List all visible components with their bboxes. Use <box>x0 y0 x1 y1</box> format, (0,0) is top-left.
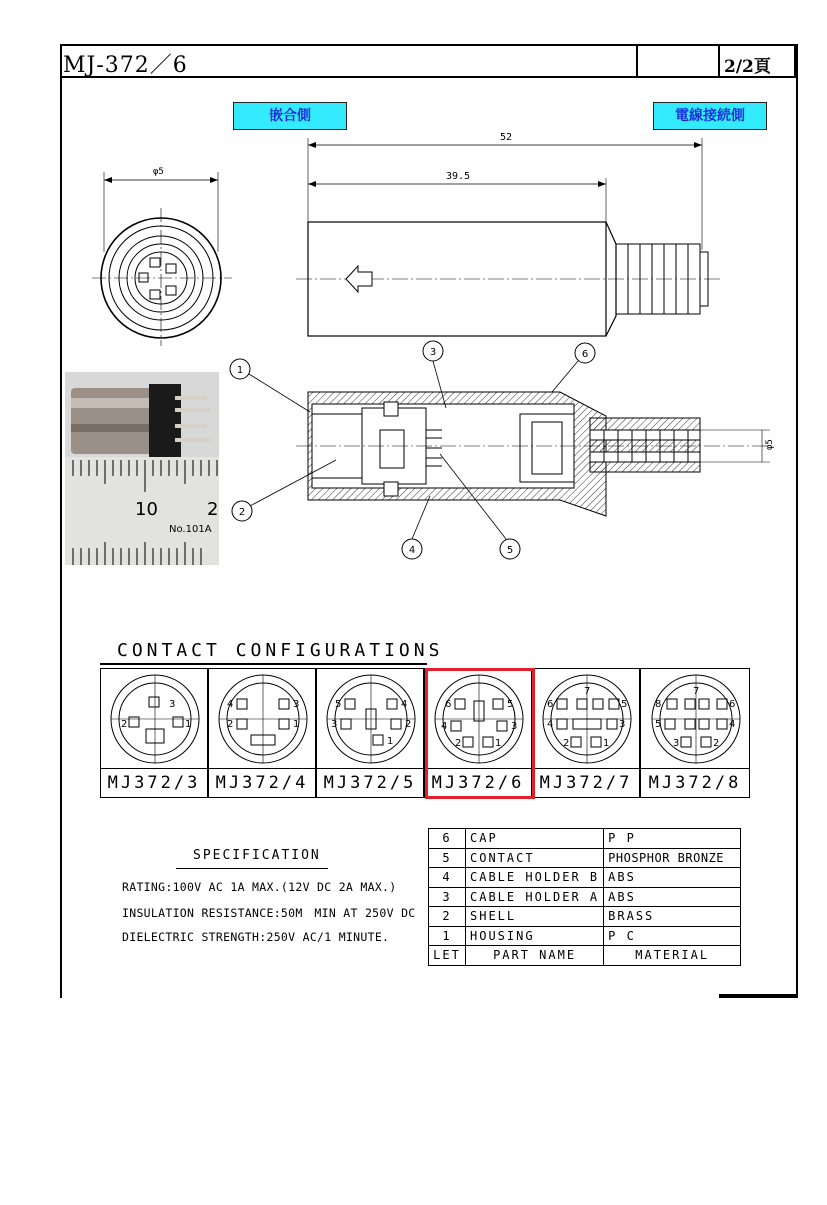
part-name: HOUSING <box>466 926 604 946</box>
part-material: P P <box>604 829 741 849</box>
pin-label: 3 <box>511 721 518 732</box>
ruler-mark-2: 2 <box>207 499 219 520</box>
drawing-title: MJ-372／6 <box>63 53 188 78</box>
part-number: 1 <box>429 926 466 946</box>
callout-3: 3 <box>429 347 437 358</box>
dim-phi5-top: φ5 <box>153 167 164 177</box>
pin-label: 3 <box>619 719 626 730</box>
part-name: CABLE HOLDER A <box>466 887 604 907</box>
wire-side-label: 電線接続側 <box>653 102 767 130</box>
config-label: MJ372/6 <box>425 768 531 797</box>
pin-label: 3 <box>293 699 300 710</box>
config-label: MJ372/4 <box>209 768 315 797</box>
pin-label: 2 <box>227 719 234 730</box>
pin-label: 3 <box>169 699 176 710</box>
pin-label: 5 <box>507 699 514 710</box>
table-row <box>429 868 741 888</box>
pin-label: 5 <box>655 719 662 730</box>
column-header-material: MATERIAL <box>604 946 741 966</box>
page-number: 2/2頁 <box>724 57 771 77</box>
sectional-view-drawing <box>0 330 827 570</box>
part-material: P C <box>604 926 741 946</box>
table-header-row <box>429 946 741 966</box>
part-material: ABS <box>604 868 741 888</box>
part-number: 4 <box>429 868 466 888</box>
part-number: 5 <box>429 848 466 868</box>
pin-label: 1 <box>387 736 394 747</box>
part-name: SHELL <box>466 907 604 927</box>
pin-label: 1 <box>293 719 300 730</box>
config-cell <box>640 668 750 798</box>
pin-label: 2 <box>563 738 570 749</box>
title-underline <box>100 663 427 665</box>
callout-5: 5 <box>506 545 514 556</box>
parts-list-table <box>428 828 741 966</box>
callout-4: 4 <box>408 545 416 556</box>
pin-label: 7 <box>584 686 591 697</box>
pin-label: 8 <box>655 699 662 710</box>
pin-label: 7 <box>693 686 700 697</box>
callout-2: 2 <box>238 507 246 518</box>
spec-insulation: INSULATION RESISTANCE:50M MIN AT 250V DC <box>122 906 416 920</box>
specification-title: SPECIFICATION <box>193 848 321 863</box>
config-cell <box>316 668 424 798</box>
part-name: CABLE HOLDER B <box>466 868 604 888</box>
pin-label: 2 <box>405 719 412 730</box>
table-row <box>429 848 741 868</box>
pin-label: 3 <box>673 738 680 749</box>
config-label: MJ372/8 <box>641 768 749 797</box>
front-and-side-view-drawing <box>0 0 827 360</box>
pin-label: 6 <box>445 699 452 710</box>
dim-52: 52 <box>500 132 513 143</box>
column-header-part-name: PART NAME <box>466 946 604 966</box>
title-underline <box>176 868 328 869</box>
dim-phi5-section: φ5 <box>765 439 775 450</box>
config-label: MJ372/3 <box>101 768 207 797</box>
pin-label: 2 <box>121 719 128 730</box>
spec-rating: RATING:100V AC 1A MAX.(12V DC 2A MAX.) <box>122 880 397 894</box>
pin-label: 4 <box>227 699 234 710</box>
column-header-no: LET <box>429 946 466 966</box>
ruler-mark-10: 10 <box>135 499 158 520</box>
part-material: ABS <box>604 887 741 907</box>
table-row <box>429 907 741 927</box>
spec-dielectric: DIELECTRIC STRENGTH:250V AC/1 MINUTE. <box>122 930 390 944</box>
ruler-number: No.101A <box>169 524 212 535</box>
contact-configurations-title: CONTACT CONFIGURATIONS <box>117 640 444 661</box>
mating-side-label: 嵌合側 <box>233 102 347 130</box>
part-name: CONTACT <box>466 848 604 868</box>
part-material: PHOSPHOR BRONZE <box>604 848 741 868</box>
pin-label: 4 <box>441 721 448 732</box>
dim-39-5: 39.5 <box>446 171 471 182</box>
config-cell <box>100 668 208 798</box>
config-cell <box>532 668 640 798</box>
callout-6: 6 <box>581 349 589 360</box>
part-number: 6 <box>429 829 466 849</box>
pin-label: 3 <box>331 719 338 730</box>
pin-label: 5 <box>621 699 628 710</box>
pin-label: 6 <box>547 699 554 710</box>
frame-bottom-bar <box>719 994 796 998</box>
pin-label: 2 <box>713 738 720 749</box>
config-label: MJ372/5 <box>317 768 423 797</box>
pin-label: 4 <box>729 719 736 730</box>
part-material: BRASS <box>604 907 741 927</box>
table-row <box>429 887 741 907</box>
pin-label: 5 <box>335 699 342 710</box>
pin-label: 6 <box>729 699 736 710</box>
pin-label: 4 <box>401 699 408 710</box>
pin-label: 4 <box>547 719 554 730</box>
pin-label: 2 <box>455 738 462 749</box>
config-label: MJ372/7 <box>533 768 639 797</box>
pin-label: 1 <box>603 738 610 749</box>
part-number: 3 <box>429 887 466 907</box>
table-row <box>429 829 741 849</box>
part-number: 2 <box>429 907 466 927</box>
selected-config-highlight <box>425 668 535 799</box>
table-row <box>429 926 741 946</box>
pin-label: 1 <box>495 738 502 749</box>
config-cell <box>208 668 316 798</box>
part-name: CAP <box>466 829 604 849</box>
callout-1: 1 <box>236 365 244 376</box>
pin-label: 1 <box>185 719 192 730</box>
